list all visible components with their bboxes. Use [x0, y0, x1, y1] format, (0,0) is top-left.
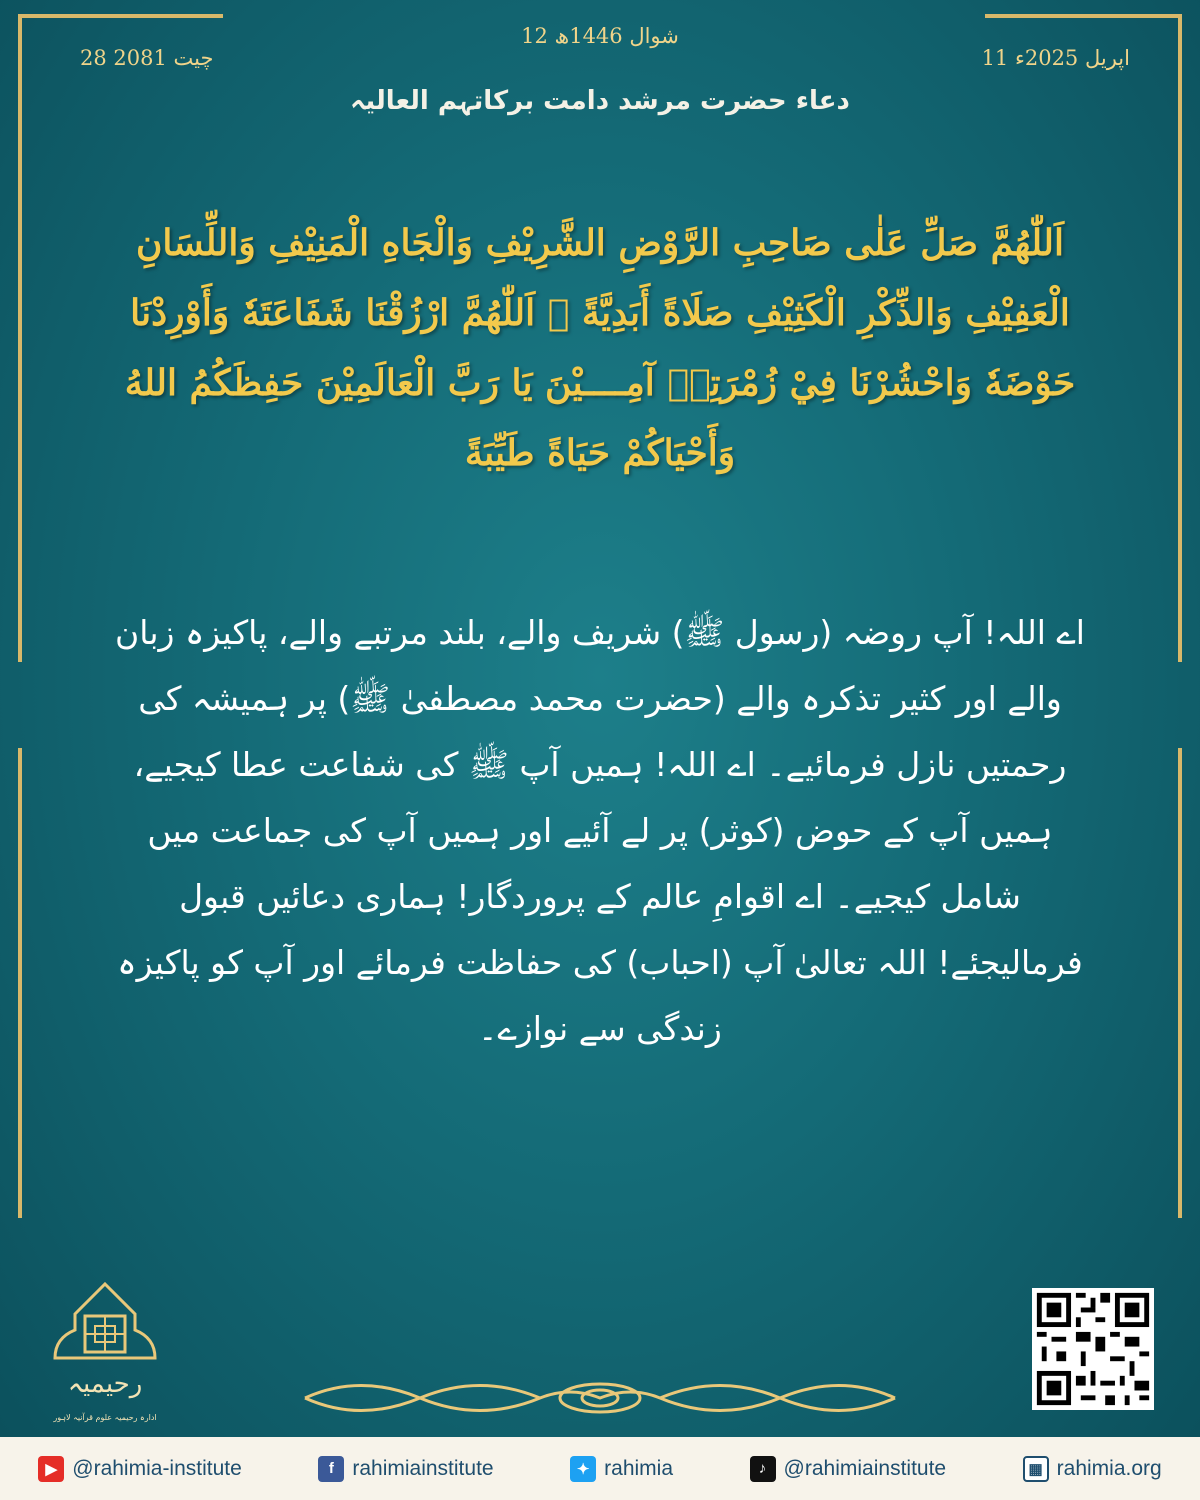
facebook-icon: f	[318, 1456, 344, 1482]
hijri-date: 12 شوال 1446ھ	[521, 24, 679, 48]
tiktok-label: @rahimiainstitute	[783, 1456, 947, 1480]
logo-emblem	[40, 1280, 170, 1440]
twitter-icon: ✦	[570, 1456, 596, 1482]
qr-pattern	[1032, 1288, 1154, 1410]
rahimia-logo-icon	[40, 1280, 170, 1440]
social-footer	[0, 1437, 1200, 1500]
tiktok-icon: ♪	[750, 1456, 776, 1482]
facebook-link[interactable]	[318, 1456, 493, 1482]
frame-left-lower-line	[18, 748, 22, 1218]
tiktok-link[interactable]	[750, 1456, 947, 1482]
youtube-label: @rahimia-institute	[72, 1456, 242, 1480]
frame-top-left-line	[18, 14, 223, 18]
arabic-dua-text: اَللّٰهُمَّ صَلِّ عَلٰى صَاحِبِ الرَّوْضِ الشَّرِيْفِ وَالْجَاهِ الْمَنِيْفِ وَاللِّسَانِ الْعَفِيْفِ وَالذِّكْرِ الْكَثِيْفِ صَلَاةً أَبَدِيَّةً ﷺ اَللّٰهُمَّ ارْزُقْنَا شَفَاعَتَهٗ وَأَوْرِدْنَا حَوْضَهٗ وَاحْشُرْنَا فِيْ زُمْرَتِهٖ آمِــــيْنَ يَا رَبَّ الْعَالَمِيْنَ حَفِظَكُمُ اللهُ وَأَحْيَاكُمْ حَيَاةً طَيِّبَةً	[124, 222, 1076, 474]
logo-subtitle: ادارہ رحیمیہ علوم قرآنیہ لاہور	[53, 1413, 157, 1422]
web-icon: ▦	[1023, 1456, 1049, 1482]
page-title: دعاء حضرت مرشد دامت برکاتہم العالیہ	[350, 86, 850, 116]
logo-name: رحیمیہ	[67, 1369, 143, 1399]
gregorian-date: 11 اپریل 2025ء	[981, 46, 1130, 70]
qr-code-icon[interactable]	[1032, 1288, 1154, 1410]
youtube-link[interactable]	[38, 1456, 242, 1482]
frame-top-right-line	[985, 14, 1182, 18]
website-link[interactable]	[1023, 1456, 1162, 1482]
frame-right-lower-line	[1178, 748, 1182, 1218]
website-label: rahimia.org	[1056, 1456, 1162, 1480]
decorative-ornament	[300, 1368, 900, 1428]
urdu-translation-text: اے اللہ! آپ روضہ (رسول ﷺ) شریف والے، بلند مرتبے والے، پاکیزہ زبان والے اور کثیر تذکرہ والے (حضرت محمد مصطفیٰ ﷺ) پر ہمیشہ کی رحمتیں نازل فرمائیے۔ اے اللہ! ہمیں آپ ﷺ کی شفاعت عطا کیجیے، ہمیں آپ کے حوض (کوثر) پر لے آئیے اور ہمیں آپ کی جماعت میں شامل کیجیے۔ اے اقوامِ عالم کے پروردگار! ہماری دعائیں قبول فرمالیجئے! اللہ تعالیٰ آپ (احباب) کی حفاظت فرمائے اور آپ کو پاکیزہ زندگی سے نوازے۔	[115, 613, 1085, 1048]
twitter-label: rahimia	[604, 1456, 673, 1480]
twitter-link[interactable]	[570, 1456, 673, 1482]
youtube-icon: ▶	[38, 1456, 64, 1482]
facebook-label: rahimiainstitute	[352, 1456, 494, 1480]
bikrami-date: 28 چیت 2081	[80, 46, 214, 70]
ornament-flourish	[300, 1368, 900, 1428]
